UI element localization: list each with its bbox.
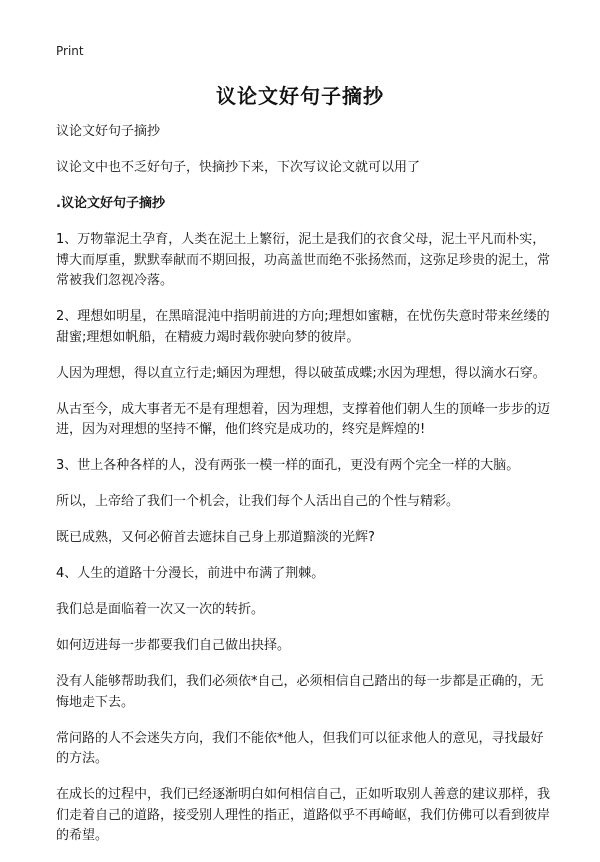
paragraph-3-a: 所以，上帝给了我们一个机会，让我们每个人活出自己的个性与精彩。	[56, 494, 460, 509]
print-link[interactable]: Print	[56, 44, 84, 58]
paragraph-4-c: 没有人能够帮助我们，我们必须依*自己，必须相信自己踏出的每一步都是正确的，无悔地走下去。	[56, 674, 544, 710]
section-heading: .议论文好句子摘抄	[56, 196, 165, 211]
paragraph-3: 3、世上各种各样的人，没有两张一模一样的面孔，更没有两个完全一样的大脑。	[56, 458, 520, 473]
paragraph-4-e: 在成长的过程中，我们已经逐渐明白如何相信自己，正如听取别人善意的建议那样，我们走着自己的道路，接受别人理性的指正，道路似乎不再崎岖，我们仿佛可以看到彼岸的希望。	[56, 787, 551, 843]
paragraph-1: 1、万物靠泥土孕育，人类在泥土上繁衍，泥土是我们的衣食父母，泥土平凡而朴实，博大而厚重，默默奉献而不期回报，功高盖世而绝不张扬然而，这弥足珍贵的泥土，常常被我们忽视冷落。	[56, 232, 551, 288]
page-title: 议论文好句子摘抄	[216, 84, 384, 108]
paragraph-4-b: 如何迈进每一步都要我们自己做出抉择。	[56, 638, 291, 653]
paragraph-4-a: 我们总是面临着一次又一次的转折。	[56, 602, 265, 617]
paragraph-2: 2、理想如明星，在黑暗混沌中指明前进的方向;理想如蜜糖，在忧伤失意时带来丝缕的甜蜜;理想如帆船，在精疲力竭时载你驶向梦的彼岸。	[56, 309, 550, 345]
intro-paragraph: 议论文中也不乏好句子，快摘抄下来，下次写议论文就可以用了	[56, 160, 421, 175]
article-body	[56, 122, 552, 862]
paragraph-3-b: 既已成熟，又何必俯首去遮抹自己身上那道黯淡的光辉?	[56, 530, 375, 545]
paragraph-4: 4、人生的道路十分漫长，前进中布满了荆棘。	[56, 566, 325, 581]
article-subtitle: 议论文好句子摘抄	[56, 124, 161, 139]
paragraph-4-d: 常问路的人不会迷失方向，我们不能依*他人，但我们可以征求他人的意见，寻找最好的方法。	[56, 730, 544, 766]
paragraph-ideal-1: 人因为理想，得以直立行走;蛹因为理想，得以破茧成蝶;水因为理想，得以滴水石穿。	[56, 365, 546, 381]
paragraph-ideal-2: 从古至今，成大事者无不是有理想着，因为理想，支撑着他们朝人生的顶峰一步步的迈进，因为对理想的坚持不懈，他们终究是成功的，终究是辉煌的!	[56, 401, 551, 437]
